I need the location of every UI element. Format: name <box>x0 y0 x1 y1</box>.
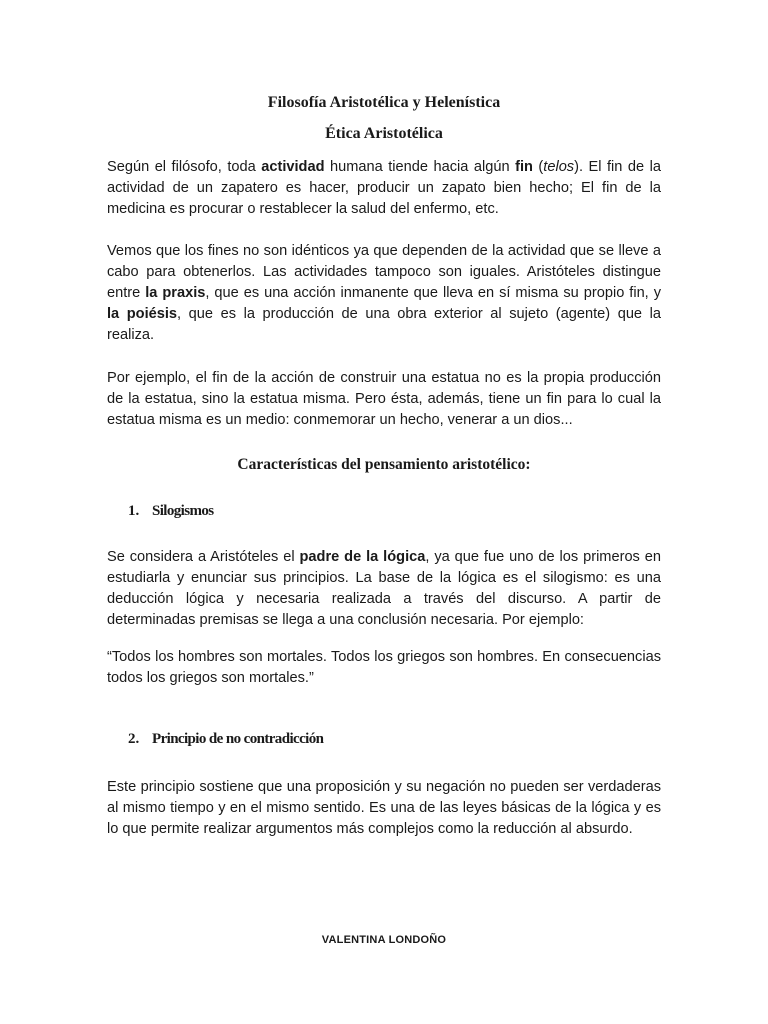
bold-padre-logica: padre de la lógica <box>299 549 426 565</box>
section-heading: Características del pensamiento aristotélico: <box>237 456 531 473</box>
bold-actividad: actividad <box>261 159 325 175</box>
paragraph-silogismos: Se considera a Aristóteles el padre de la lógica, ya que fue uno de los primeros en estudiarla y enunciar sus principios. La base de la lógica es el silogismo: es una deducción lógica y necesaria realizada a través del discurso. A partir de determinadas premisas se llega a una conclusión necesaria. Por ejemplo: <box>107 549 662 628</box>
document-title: Filosofía Aristotélica y Helenística <box>267 94 501 111</box>
paragraph-no-contradiccion: Este principio sostiene que una proposición y su negación no pueden ser verdaderas al mismo tiempo y en el mismo sentido. Es una de las leyes básicas de la lógica y es lo que permite realizar argumentos más complejos como la reducción al absurdo. <box>107 779 661 837</box>
list-item-title: Silogismos <box>152 503 214 519</box>
list-item-title: Principio de no contradicción <box>152 731 324 747</box>
document-subtitle: Ética Aristotélica <box>325 125 443 142</box>
bold-poiesis: la poiésis <box>107 306 178 322</box>
paragraph-2: Vemos que los fines no son idénticos ya que dependen de la actividad que se lleve a cabo para obtenerlos. Las actividades tampoco son iguales. Aristóteles distingue entre la praxis, que es una acción inmanente que lleva en sí misma su propio fin, y la poiésis, que es la producción de una obra exterior al sujeto (agente) que la realiza. <box>107 243 661 343</box>
list-item-1-heading <box>128 503 214 520</box>
quote-silogismo: “Todos los hombres son mortales. Todos los griegos son hombres. En consecuencias todos los griegos son mortales.” <box>107 649 661 686</box>
footer-author: VALENTINA LONDOÑO <box>321 934 447 946</box>
list-item-2-heading <box>128 731 323 748</box>
paragraph-1: Según el filósofo, toda actividad humana tiende hacia algún fin (telos). El fin de la actividad de un zapatero es hacer, producir un zapato bien hecho; El fin de la medicina es procurar o restablecer la salud del enfermo, etc. <box>107 159 661 217</box>
paragraph-3: Por ejemplo, el fin de la acción de construir una estatua no es la propia producción de la estatua, sino la estatua misma. Pero ésta, además, tiene un fin para lo cual la estatua misma es un medio: conmemorar un hecho, venerar a un dios... <box>107 370 661 428</box>
italic-telos: telos <box>543 159 575 175</box>
list-number: 1. <box>128 503 140 519</box>
list-number: 2. <box>128 731 140 747</box>
bold-fin: fin <box>515 159 533 175</box>
bold-praxis: la praxis <box>145 285 206 301</box>
